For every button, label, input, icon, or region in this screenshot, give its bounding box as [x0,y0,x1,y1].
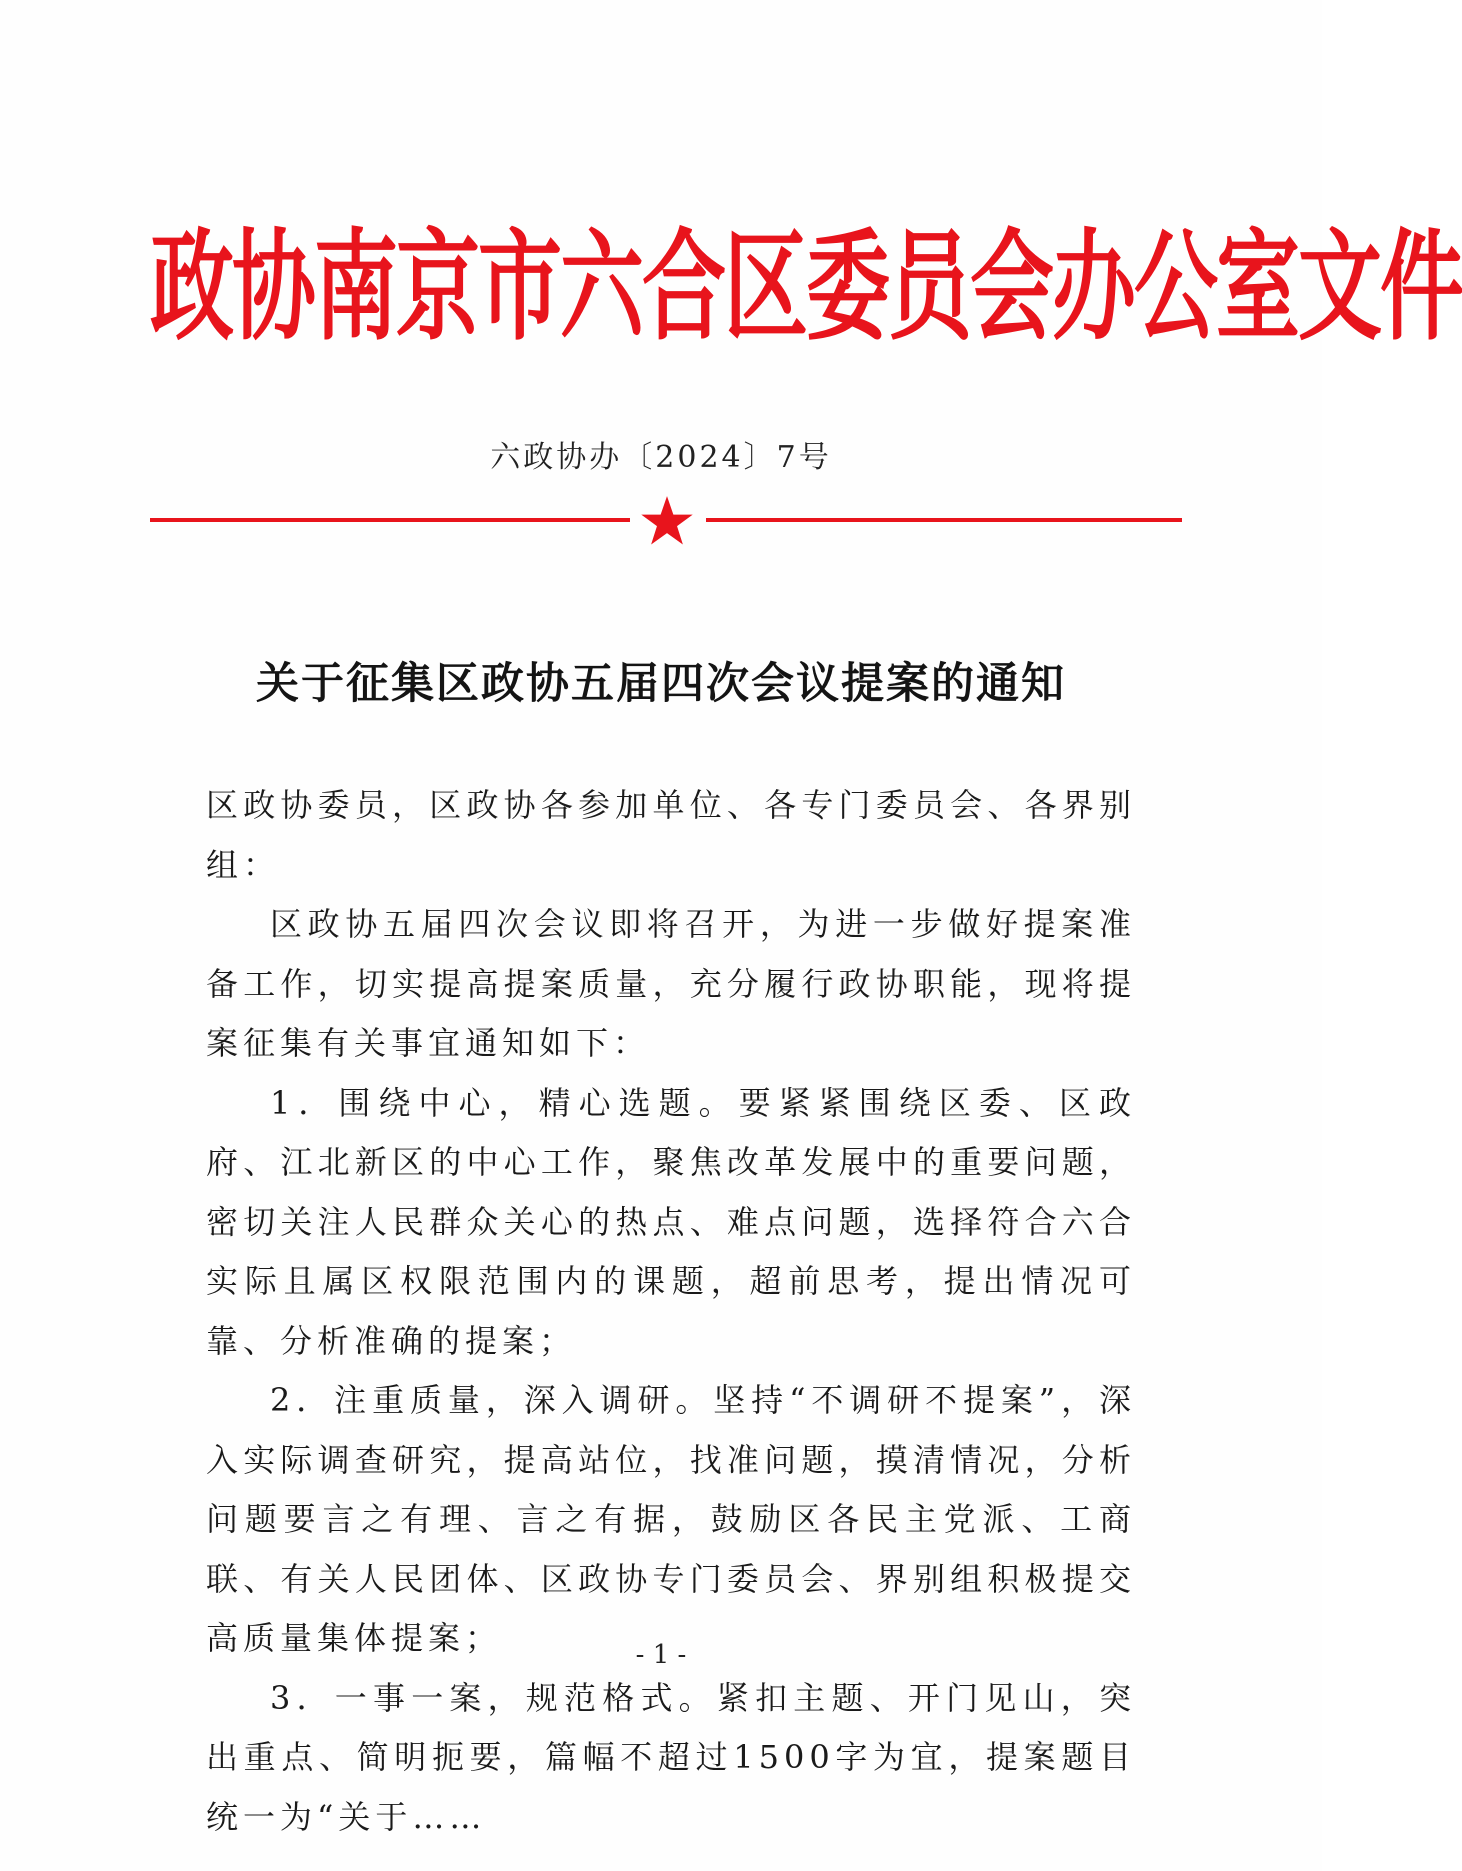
page-number: - 1 - [635,1640,687,1670]
salutation: 区政协委员，区政协各参加单位、各专门委员会、各界别组： [206,786,1136,884]
separator-line-left [150,518,630,522]
star-icon [640,494,694,548]
notice-title: 关于征集区政协五届四次会议提案的通知 [256,659,1066,709]
body-paragraph-item-1: 1．围绕中心，精心选题。要紧紧围绕区委、区政府、江北新区的中心工作，聚焦改革发展中的重要问题，密切关注人民群众关心的热点、难点问题，选择符合六合实际且属区权限范围内的课题，超前思考，提出情况可靠、分析准确的提案； [206,1083,1136,1360]
separator-line-right [706,518,1182,522]
body-paragraph-item-3: 3．一事一案，规范格式。紧扣主题、开门见山，突出重点、简明扼要，篇幅不超过1500字为宜，提案题目统一为“关于…… [206,1678,1136,1836]
body-paragraph-intro: 区政协五届四次会议即将召开，为进一步做好提案准备工作，切实提高提案质量，充分履行政协职能，现将提案征集有关事宜通知如下： [206,905,1136,1062]
document-number: 六政协办〔2024〕7号 [490,440,832,475]
document-masthead: 政协南京市六合区委员会办公室文件 [150,217,1462,357]
notice-body [206,776,1136,1847]
body-paragraph-item-2: 2．注重质量，深入调研。坚持“不调研不提案”，深入实际调查研究，提高站位，找准问题，摸清情况，分析问题要言之有理、言之有据，鼓励区各民主党派、工商联、有关人民团体、区政协专门委员会、界别组积极提交高质量集体提案； [206,1381,1136,1657]
